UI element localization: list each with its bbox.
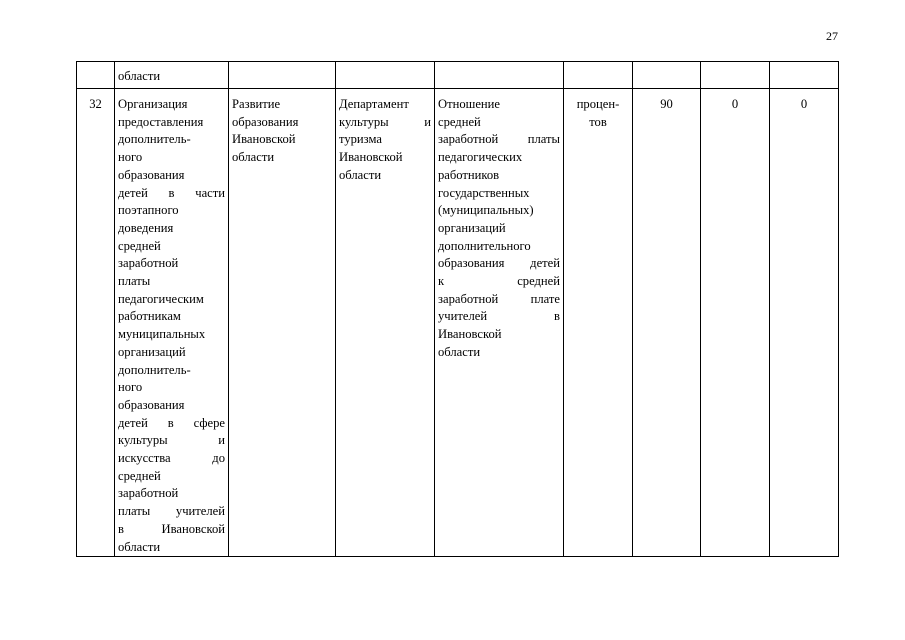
cell-text-line: организаций bbox=[118, 344, 186, 359]
cell-text-line: платы учителей bbox=[118, 504, 225, 519]
cell-unit-name bbox=[564, 89, 633, 557]
cell-value-3 bbox=[770, 62, 839, 89]
cell-text-line: образования bbox=[232, 114, 299, 129]
cell-executor bbox=[336, 62, 435, 89]
page-number: 27 bbox=[826, 29, 838, 43]
cell-text-line: искусства до bbox=[118, 451, 225, 466]
cell-text-line: платы bbox=[118, 274, 151, 289]
cell-indicator-name bbox=[435, 89, 564, 557]
cell-text-line: муниципальных bbox=[118, 327, 206, 342]
cell-value-1: 90 bbox=[633, 89, 701, 557]
cell-text-line: Отношение bbox=[438, 97, 500, 111]
cell-text-line: образования bbox=[118, 167, 185, 182]
cell-text-line: средней bbox=[438, 114, 481, 129]
cell-text-line: работников bbox=[438, 167, 500, 182]
cell-text-line: заработной платы bbox=[438, 132, 560, 147]
cell-text-line: туризма bbox=[339, 132, 382, 147]
cell-row-number: 32 bbox=[77, 89, 115, 557]
cell-text-line: образования bbox=[118, 397, 185, 412]
cell-name-continuation: области bbox=[115, 62, 229, 89]
cell-text-line: дополнительного bbox=[438, 238, 531, 253]
cell-unit bbox=[564, 62, 633, 89]
cell-text-line: заработной плате bbox=[438, 291, 560, 306]
cell-text-line: Организация bbox=[118, 97, 188, 111]
cell-event-name bbox=[115, 89, 229, 557]
cell-text-line: предоставления bbox=[118, 114, 204, 129]
cell-text-line: области bbox=[339, 167, 382, 182]
cell-indicator bbox=[435, 62, 564, 89]
cell-program bbox=[229, 62, 336, 89]
cell-text-line: средней bbox=[118, 238, 161, 253]
cell-text-line: дополнитель- bbox=[118, 362, 191, 377]
cell-text-line: культуры и bbox=[339, 114, 431, 129]
cell-text-line: детей в части bbox=[118, 185, 225, 200]
cell-text-line: педагогических bbox=[438, 150, 523, 165]
table-row bbox=[77, 89, 839, 557]
cell-value-2 bbox=[701, 62, 770, 89]
cell-text-line: заработной bbox=[118, 256, 179, 271]
cell-text-line: в Ивановской bbox=[118, 521, 225, 536]
cell-text-line: тов bbox=[589, 114, 607, 129]
cell-number bbox=[77, 62, 115, 89]
cell-text-line: работникам bbox=[118, 309, 181, 324]
cell-value-2: 0 bbox=[701, 89, 770, 557]
table-row-continuation bbox=[77, 62, 839, 89]
cell-text-line: поэтапного bbox=[118, 203, 179, 218]
cell-text-line: детей в сфере bbox=[118, 415, 225, 430]
cell-text-line: ного bbox=[118, 150, 143, 165]
cell-text-line: государственных bbox=[438, 185, 530, 200]
cell-text-line: организаций bbox=[438, 220, 506, 235]
cell-value-3: 0 bbox=[770, 89, 839, 557]
cell-text-line: Развитие bbox=[232, 97, 281, 111]
cell-text-line: педагогическим bbox=[118, 291, 204, 306]
cell-text-line: доведения bbox=[118, 220, 174, 235]
cell-text-line: Ивановской bbox=[438, 327, 502, 342]
cell-value-1 bbox=[633, 62, 701, 89]
cell-program-name bbox=[229, 89, 336, 557]
cell-text-line: культуры и bbox=[118, 433, 225, 448]
cell-text-line: процен- bbox=[576, 97, 620, 111]
cell-text-line: заработной bbox=[118, 486, 179, 501]
cell-text-line: дополнитель- bbox=[118, 132, 191, 147]
cell-text-line: учителей в bbox=[438, 309, 560, 324]
cell-text-line: ного bbox=[118, 380, 143, 395]
cell-executor-name bbox=[336, 89, 435, 557]
cell-text-line: области bbox=[438, 344, 481, 359]
cell-text-line: Департамент bbox=[339, 97, 409, 111]
cell-text-line: Ивановской bbox=[339, 150, 403, 165]
plan-table bbox=[76, 61, 839, 557]
cell-text-line: к средней bbox=[438, 274, 560, 289]
cell-text-line: (муниципальных) bbox=[438, 203, 534, 218]
cell-text-line: области bbox=[118, 539, 161, 554]
cell-text-line: средней bbox=[118, 468, 161, 483]
cell-text-line: образования детей bbox=[438, 256, 560, 271]
cell-text-line: Ивановской bbox=[232, 132, 296, 147]
cell-text-line: области bbox=[232, 150, 275, 165]
